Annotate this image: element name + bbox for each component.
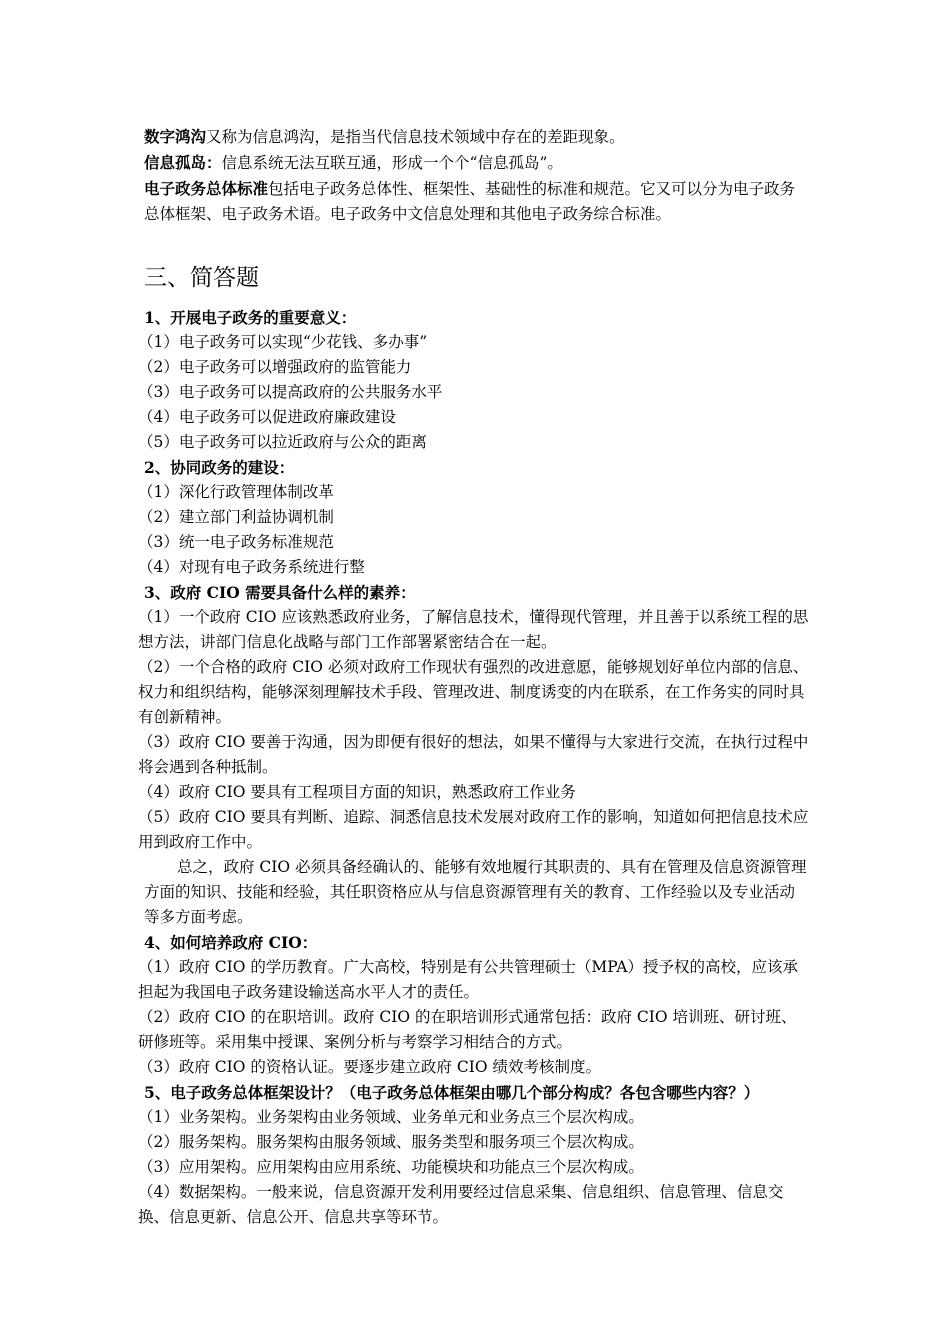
question-title: 5、电子政务总体框架设计？（电子政务总体框架由哪几个部分构成？各包含哪些内容？）	[144, 1083, 760, 1102]
answer-item: （4）电子政务可以促进政府廉政建设	[138, 408, 396, 426]
answer-summary: 总之，政府 CIO 必须具备经确认的、能够有效地履行其职责的、具有在管理及信息资源管理方面的知识、技能和经验，其任职资格应从与信息资源管理有关的教育、工作经验以及专业活动等多方面考虑。	[144, 858, 807, 926]
answer-item: （1）电子政务可以实现“少花钱、多办事”	[138, 333, 428, 351]
definition-text: 包括电子政务总体性、框架性、基础性的标准和规范。它又可以分为电子政务总体框架、电子政务术语。电子政务中文信息处理和其他电子政务综合标准。	[144, 180, 796, 223]
answer-item: （2）政府 CIO 的在职培训。政府 CIO 的在职培训形式通常包括：政府 CIO 培训班、研讨班、研修班等。采用集中授课、案例分析与考察学习相结合的方式。	[138, 1008, 797, 1051]
answer-item: （3）统一电子政务标准规范	[138, 533, 334, 551]
definition-egov-standard	[144, 176, 810, 227]
answer-item: （5）政府 CIO 要具有判断、追踪、洞悉信息技术发展对政府工作的影响，知道如何把信息技术应用到政府工作中。	[138, 808, 809, 851]
answer-item: （4）政府 CIO 要具有工程项目方面的知识，熟悉政府工作业务	[138, 783, 576, 801]
answer-item: （3）政府 CIO 的资格认证。要逐步建立政府 CIO 绩效考核制度。	[138, 1058, 601, 1076]
answer-item: （4）数据架构。一般来说，信息资源开发利用要经过信息采集、信息组织、信息管理、信息交换、信息更新、信息公开、信息共享等环节。	[138, 1183, 784, 1226]
definition-term: 电子政务总体标准	[144, 179, 269, 198]
definition-text: 信息系统无法互联互通，形成一个个“信息孤岛”。	[221, 154, 563, 172]
answer-item: （2）一个合格的政府 CIO 必须对政府工作现状有强烈的改进意愿，能够规划好单位内部的信息、权力和组织结构，能够深刻理解技术手段、管理改进、制度诱变的内在联系，在工作务实的同时具有创新精神。	[138, 658, 809, 726]
answer-item: （4）对现有电子政务系统进行整	[138, 558, 365, 576]
answer-item: （2）服务架构。服务架构由服务领域、服务类型和服务项三个层次构成。	[138, 1133, 644, 1151]
section-title: 三、简答题	[144, 265, 259, 291]
document-page	[138, 124, 810, 1230]
answer-item: （3）电子政务可以提高政府的公共服务水平	[138, 383, 443, 401]
answer-item: （3）政府 CIO 要善于沟通，因为即便有很好的想法，如果不懂得与大家进行交流，在执行过程中将会遇到各种抵制。	[138, 733, 809, 776]
answer-item: （2）电子政务可以增强政府的监管能力	[138, 358, 412, 376]
answer-item: （1）一个政府 CIO 应该熟悉政府业务，了解信息技术，懂得现代管理，并且善于以系统工程的思想方法，讲部门信息化战略与部门工作部署紧密结合在一起。	[138, 608, 809, 651]
question-title: 1、开展电子政务的重要意义：	[144, 308, 357, 327]
answer-item: （1）深化行政管理体制改革	[138, 483, 334, 501]
definition-term: 数字鸿沟	[144, 127, 207, 146]
question-title: 3、政府 CIO 需要具备什么样的素养：	[144, 583, 416, 602]
question-title: 2、协同政务的建设：	[144, 458, 295, 477]
definition-information-island	[144, 150, 810, 176]
definition-digital-divide	[144, 124, 810, 150]
definition-text: 又称为信息鸿沟，是指当代信息技术领域中存在的差距现象。	[206, 128, 625, 146]
answer-item: （3）应用架构。应用架构由应用系统、功能模块和功能点三个层次构成。	[138, 1158, 644, 1176]
answer-item: （1）政府 CIO 的学历教育。广大高校，特别是有公共管理硕士（MPA）授予权的高校，应该承担起为我国电子政务建设输送高水平人才的责任。	[138, 958, 798, 1001]
question-title: 4、如何培养政府 CIO：	[144, 933, 318, 952]
answer-item: （5）电子政务可以拉近政府与公众的距离	[138, 433, 427, 451]
definition-term: 信息孤岛：	[144, 153, 222, 172]
answer-item: （1）业务架构。业务架构由业务领域、业务单元和业务点三个层次构成。	[138, 1108, 644, 1126]
answer-item: （2）建立部门利益协调机制	[138, 508, 334, 526]
